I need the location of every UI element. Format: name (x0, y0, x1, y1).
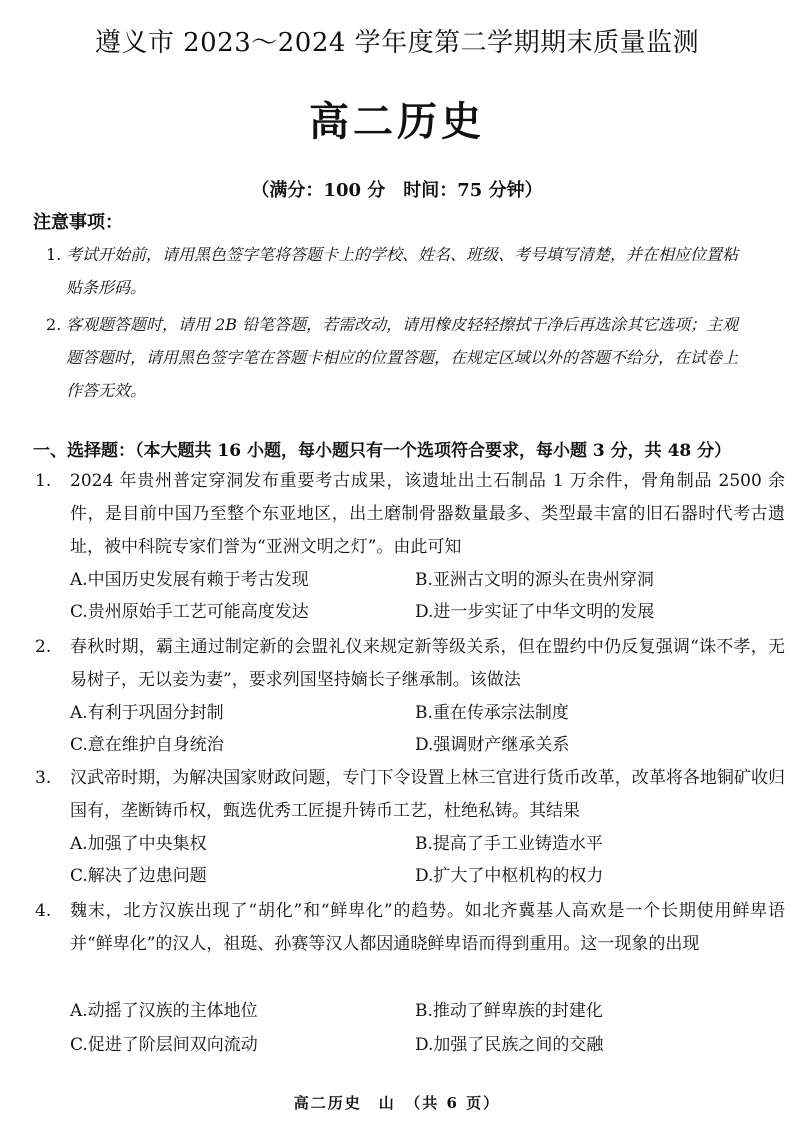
option-b: B.亚洲古文明的源头在贵州穿洞 (415, 570, 654, 590)
question-stem: 2024 年贵州普定穿洞发布重要考古成果，该遗址出土石制品 1 万余件，骨角制品 2500 余件，是目前中国乃至整个东亚地区，出土磨制骨器数量最多、类型最丰富的旧石器时代考古遗址，被中科院专家们誉为“亚洲文明之灯”。由此可知 (70, 471, 785, 557)
question-number: 3. (35, 768, 52, 788)
option-b: B.提高了手工业铸造水平 (415, 834, 603, 854)
notice-item-number: 1. (46, 245, 62, 264)
exam-title: 遵义市 2023～2024 学年度第二学期期末质量监测 (94, 28, 700, 58)
notice-heading: 注意事项： (33, 212, 123, 233)
option-a: A.加强了中央集权 (70, 834, 207, 854)
option-b: B.重在传承宗法制度 (415, 703, 569, 723)
question-number: 1. (35, 471, 52, 491)
notice-item (46, 308, 746, 407)
question-stem: 春秋时期，霸主通过制定新的会盟礼仪来规定新等级关系，但在盟约中仍反复强调“诛不孝，无易树子，无以妾为妻”，要求列国坚持嫡长子继承制。该做法 (70, 637, 785, 690)
option-b: B.推动了鲜卑族的封建化 (415, 1001, 603, 1021)
section-heading: 一、选择题：（本大题共 16 小题，每小题只有一个选项符合要求，每小题 3 分，共 48 分） (33, 441, 732, 461)
option-d: D.扩大了中枢机构的权力 (415, 866, 604, 886)
notice-item-text: 客观题答题时，请用 2B 铅笔答题，若需改动，请用橡皮轻轻擦拭干净后再选涂其它选项；主观题答题时，请用黑色签字笔在答题卡相应的位置答题，在规定区域以外的答题不给分，在试卷上作答无效。 (66, 315, 739, 400)
option-a: A.动摇了汉族的主体地位 (70, 1001, 258, 1021)
question-number: 2. (35, 637, 52, 657)
option-c: C.促进了阶层间双向流动 (70, 1035, 258, 1055)
option-a: A.中国历史发展有赖于考古发现 (70, 570, 309, 590)
page-footer: 高二历史 山 （共 6 页） (293, 1094, 501, 1112)
option-d: D.加强了民族之间的交融 (415, 1035, 604, 1055)
question-stem: 汉武帝时期，为解决国家财政问题，专门下令设置上林三官进行货币改革，改革将各地铜矿收归国有，垄断铸币权，甄选优秀工匠提升铸币工艺，杜绝私铸。其结果 (70, 768, 785, 821)
option-c: C.意在维护自身统治 (70, 735, 224, 755)
option-a: A.有利于巩固分封制 (70, 703, 224, 723)
option-d: D.进一步实证了中华文明的发展 (415, 602, 655, 622)
option-d: D.强调财产继承关系 (415, 735, 570, 755)
question-stem: 魏末，北方汉族出现了“胡化”和“鲜卑化”的趋势。如北齐冀基人高欢是一个长期使用鲜卑语并“鲜卑化”的汉人，祖珽、孙赛等汉人都因通晓鲜卑语而得到重用。这一现象的出现 (70, 901, 785, 954)
option-c: C.解决了边患问题 (70, 866, 207, 886)
notice-item-text: 考试开始前，请用黑色签字笔将答题卡上的学校、姓名、班级、考号填写清楚，并在相应位置粘贴条形码。 (66, 245, 739, 297)
notice-item (46, 238, 746, 304)
score-time-info: （满分：100 分 时间：75 分钟） (251, 180, 543, 201)
question-number: 4. (35, 901, 52, 921)
notice-item-number: 2. (46, 315, 62, 334)
subject-title: 高二历史 (309, 98, 485, 145)
option-c: C.贵州原始手工艺可能高度发达 (70, 602, 309, 622)
